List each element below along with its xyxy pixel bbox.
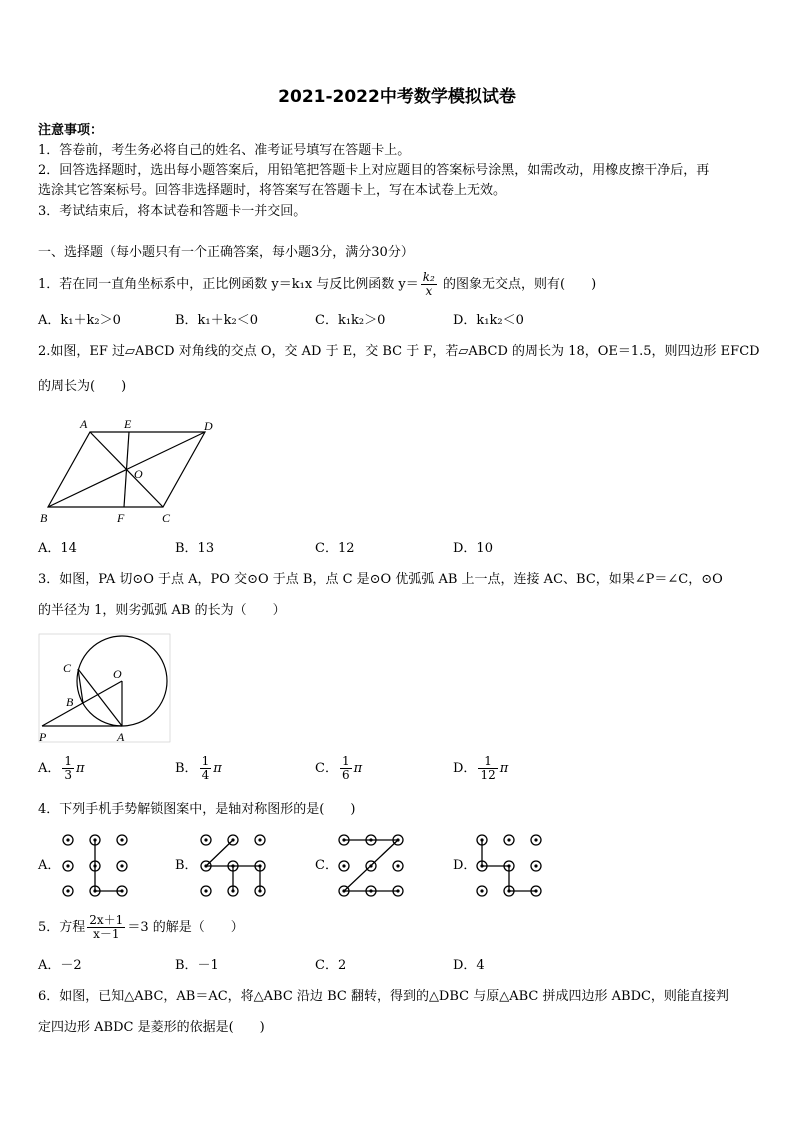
pattern-a [95, 840, 122, 891]
unlock-dot-center [258, 889, 261, 892]
q3-a-num: 1 [64, 754, 73, 768]
section-heading: 一、选择题（每小题只有一个正确答案，每小题3分，满分30分） [38, 245, 414, 260]
q1-option-c[interactable]: C．k₁k₂＞0 [315, 313, 386, 328]
q3-option-c-pi: π [353, 761, 363, 776]
unlock-dot-center [480, 838, 483, 841]
q3-b-num: 1 [201, 754, 210, 768]
q5-stem-pre: 5．方程 [38, 920, 86, 935]
label-f: F [117, 511, 125, 525]
note-3: 3．考试结束后，将本试卷和答题卡一并交回。 [38, 204, 307, 219]
unlock-dot-center [66, 889, 69, 892]
note-2-line1: 2．回答选择题时，选出每小题答案后，用铅笔把答题卡上对应题目的答案标号涂黑，如需改动，用橡皮擦干净后，再 [38, 163, 710, 178]
question-2-line1: 2.如图，EF 过▱ABCD 对角线的交点 O，交 AD 于 E，交 BC 于 F，若▱ABCD 的周长为 18，OE＝1.5，则四边形 EFCD [38, 344, 760, 359]
unlock-dot-center [396, 838, 399, 841]
label-b: B [40, 511, 48, 525]
unlock-dot-center [66, 864, 69, 867]
q3-option-a-letter: A． [38, 761, 61, 776]
page-title: 2021-2022中考数学模拟试卷 [278, 87, 516, 107]
unlock-dot-center [231, 838, 234, 841]
unlock-dot-center [66, 838, 69, 841]
q1-option-b[interactable]: B．k₁＋k₂＜0 [175, 313, 259, 328]
unlock-dot-center [369, 838, 372, 841]
unlock-dot-center [120, 864, 123, 867]
label-d: D [204, 419, 213, 433]
q2-option-c[interactable]: C．12 [315, 541, 355, 556]
q3-option-b-letter: B． [175, 761, 198, 776]
q3-b-den: 4 [201, 768, 210, 782]
q5-frac-den: x－1 [93, 927, 120, 941]
question-6-line1: 6．如图，已知△ABC，AB＝AC，将△ABC 沿边 BC 翻转，得到的△DBC 与原△ABC 拼成四边形 ABDC，则能直接判 [38, 989, 729, 1004]
q3-a-den: 3 [64, 768, 73, 782]
q3-option-c-letter: C． [315, 761, 338, 776]
q1-frac-num: k₂ [422, 270, 435, 284]
label-o: O [134, 467, 143, 481]
unlock-dot-center [93, 864, 96, 867]
q3-option-b-pi: π [213, 761, 222, 776]
q3-c-num: 1 [341, 754, 350, 768]
question-2-line2: 的周长为( ) [38, 379, 127, 394]
unlock-dot-center [204, 864, 207, 867]
question-4: 4．下列手机手势解锁图案中，是轴对称图形的是( ) [38, 802, 356, 817]
unlock-dot-center [258, 864, 261, 867]
q5-option-c[interactable]: C．2 [315, 958, 347, 973]
q3-option-d-letter: D． [453, 761, 477, 776]
label-c: C [162, 511, 171, 525]
unlock-dot-center [342, 889, 345, 892]
unlock-dot-center [534, 864, 537, 867]
unlock-dot-center [369, 864, 372, 867]
unlock-dot-center [342, 864, 345, 867]
q3-c-den: 6 [341, 768, 350, 782]
q1-option-d[interactable]: D．k₁k₂＜0 [453, 313, 524, 328]
question-5 [38, 913, 244, 943]
unlock-dot-center [369, 889, 372, 892]
question-3-line1: 3．如图，PA 切⊙O 于点 A，PO 交⊙O 于点 B，点 C 是⊙O 优弧弧 AB 上一点，连接 AC、BC，如果∠P＝∠C，⊙O [38, 572, 723, 587]
label-p3: P [39, 730, 47, 744]
q5-frac-num: 2x＋1 [89, 913, 124, 927]
q4-option-c-label[interactable]: C． [315, 858, 338, 873]
label-c3: C [63, 661, 72, 675]
unlock-dot-center [204, 838, 207, 841]
q4-option-b-label[interactable]: B． [175, 858, 198, 873]
q2-option-d[interactable]: D．10 [453, 541, 493, 556]
q5-stem-post: ＝3 的解是（ ） [127, 920, 244, 935]
unlock-dot-center [534, 838, 537, 841]
unlock-dot-center [231, 889, 234, 892]
q2-option-a[interactable]: A．14 [38, 541, 77, 556]
unlock-dot-center [258, 838, 261, 841]
label-a: A [80, 417, 88, 431]
label-a3: A [117, 730, 125, 744]
q3-option-a-pi: π [76, 761, 85, 776]
question-6-line2: 定四边形 ABDC 是菱形的依据是( ) [38, 1020, 265, 1035]
label-e: E [124, 417, 132, 431]
unlock-dot-center [204, 889, 207, 892]
unlock-dot-center [507, 864, 510, 867]
unlock-dot-center [396, 889, 399, 892]
q5-option-b[interactable]: B．－1 [175, 958, 219, 973]
q5-option-a[interactable]: A．－2 [38, 958, 82, 973]
unlock-dot-center [480, 864, 483, 867]
unlock-dot-center [507, 889, 510, 892]
unlock-dot-center [342, 838, 345, 841]
q5-fraction [87, 914, 125, 941]
q5-option-d[interactable]: D．4 [453, 958, 485, 973]
unlock-dot-center [120, 889, 123, 892]
unlock-dot-center [93, 838, 96, 841]
q4-option-a-label[interactable]: A． [38, 858, 61, 873]
q4-option-d-label[interactable]: D． [453, 858, 477, 873]
q3-d-num: 1 [478, 755, 497, 769]
unlock-dot-center [396, 864, 399, 867]
q1-option-a[interactable]: A．k₁＋k₂＞0 [38, 313, 121, 328]
q3-option-d-pi: π [499, 761, 509, 776]
q1-stem-post: 的图象无交点，则有( ) [438, 277, 597, 292]
unlock-dot-center [480, 889, 483, 892]
label-o3: O [113, 667, 122, 681]
question-3-line2: 的半径为 1，则劣弧弧 AB 的长为（ ） [38, 603, 286, 618]
q1-frac-den: x [425, 284, 433, 298]
note-2-line2: 选涂其它答案标号。回答非选择题时，将答案写在答题卡上，写在本试卷上无效。 [38, 183, 507, 198]
unlock-dot-center [534, 889, 537, 892]
label-b3: B [66, 695, 74, 709]
unlock-dot-center [93, 889, 96, 892]
unlock-dot-center [231, 864, 234, 867]
q3-d-den: 12 [480, 768, 496, 782]
q1-stem-pre: 1．若在同一直角坐标系中，正比例函数 y＝k₁x 与反比例函数 y＝ [38, 277, 419, 292]
unlock-dot-center [507, 838, 510, 841]
notes-heading: 注意事项： [38, 123, 104, 138]
q2-option-b[interactable]: B．13 [175, 541, 215, 556]
unlock-dot-center [120, 838, 123, 841]
note-1: 1．答卷前，考生务必将自己的姓名、准考证号填写在答题卡上。 [38, 143, 411, 158]
